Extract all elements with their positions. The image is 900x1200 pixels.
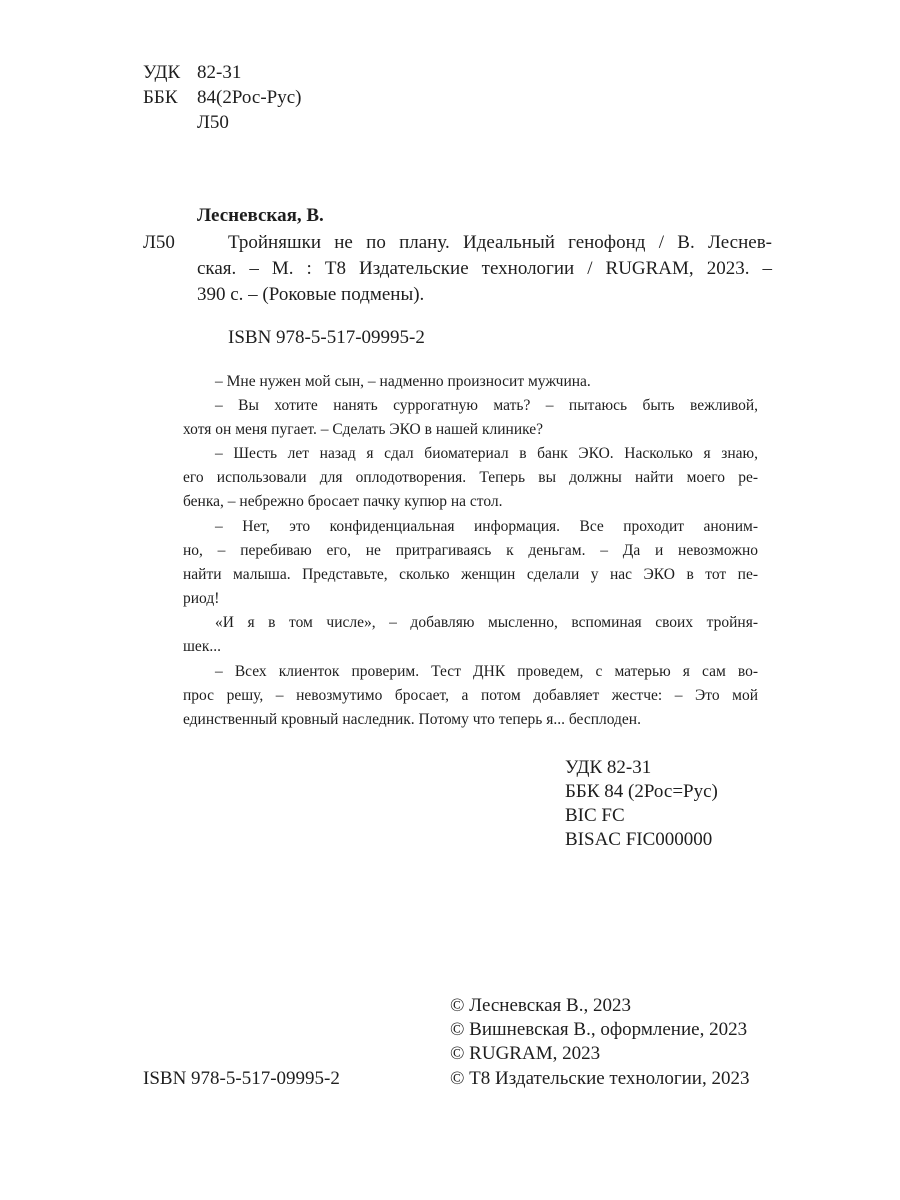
record-line: ская. – М. : Т8 Издательские технологии / RUGRAM, 2023. – — [197, 258, 772, 279]
isbn-bottom: ISBN 978-5-517-09995-2 — [143, 1068, 340, 1089]
annotation-line: – Вы хотите нанять суррогатную мать? – пытаюсь быть вежливой, — [215, 397, 758, 414]
bbk-label: ББК — [143, 87, 178, 108]
annotation-line: найти малыша. Представьте, сколько женщин сделали у нас ЭКО в тот пе- — [183, 566, 758, 583]
udk-bottom: УДК 82-31 — [565, 757, 652, 778]
bisac-code: BISAC FIC000000 — [565, 829, 713, 850]
annotation-line: риод! — [183, 590, 220, 607]
record-line: 390 с. – (Роковые подмены). — [197, 284, 425, 305]
bbk-value: 84(2Рос-Рус) — [197, 87, 302, 108]
author-sign-top: Л50 — [197, 112, 229, 133]
copyright-line: © Т8 Издательские технологии, 2023 — [450, 1068, 750, 1089]
author-sign: Л50 — [143, 232, 175, 253]
annotation-line: – Нет, это конфиденциальная информация. Все проходит аноним- — [215, 518, 758, 535]
bic-code: BIC FC — [565, 805, 625, 826]
udk-label: УДК — [143, 62, 181, 83]
annotation-line: единственный кровный наследник. Потому что теперь я... бесплоден. — [183, 711, 641, 728]
annotation-line: бенка, – небрежно бросает пачку купюр на стол. — [183, 493, 503, 510]
annotation-line: прос решу, – невозмутимо бросает, а потом добавляет жестче: – Это мой — [183, 687, 758, 704]
annotation-line: – Шесть лет назад я сдал биоматериал в банк ЭКО. Насколько я знаю, — [215, 445, 758, 462]
annotation-line: – Мне нужен мой сын, – надменно произносит мужчина. — [215, 373, 591, 390]
copyright-line: © Лесневская В., 2023 — [450, 995, 631, 1016]
annotation-line: хотя он меня пугает. – Сделать ЭКО в нашей клинике? — [183, 421, 544, 438]
copyright-line: © RUGRAM, 2023 — [450, 1043, 601, 1064]
annotation-line: «И я в том числе», – добавляю мысленно, вспоминая своих тройня- — [215, 614, 758, 631]
author-name: Лесневская, В. — [197, 205, 324, 226]
record-isbn: ISBN 978-5-517-09995-2 — [228, 327, 425, 348]
annotation-line: шек... — [183, 638, 221, 655]
bbk-bottom: ББК 84 (2Рос=Рус) — [565, 781, 718, 802]
annotation-line: – Всех клиенток проверим. Тест ДНК проведем, с матерью я сам во- — [215, 663, 758, 680]
udk-value: 82-31 — [197, 62, 242, 83]
annotation-line: его использовали для оплодотворения. Теперь вы должны найти моего ре- — [183, 469, 758, 486]
copyright-line: © Вишневская В., оформление, 2023 — [450, 1019, 748, 1040]
annotation-line: но, – перебиваю его, не притрагиваясь к деньгам. – Да и невозможно — [183, 542, 758, 559]
record-line: Тройняшки не по плану. Идеальный генофонд / В. Леснев- — [228, 232, 772, 253]
